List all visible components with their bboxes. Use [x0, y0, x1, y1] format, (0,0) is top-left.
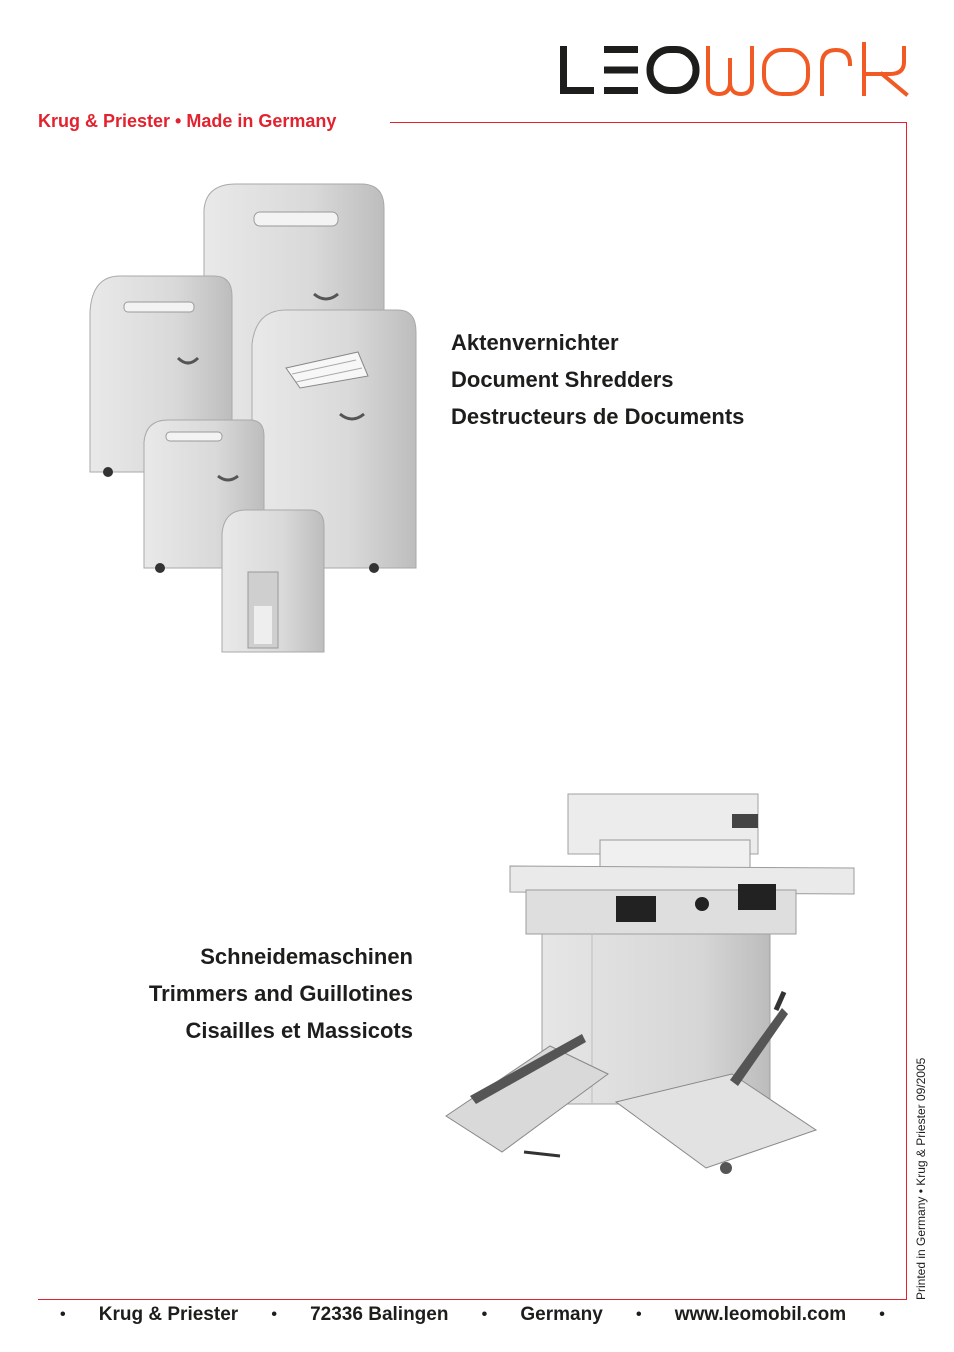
shredders-title-en: Document Shredders	[451, 367, 674, 392]
footer	[38, 1302, 907, 1328]
shredders-heading	[451, 324, 744, 435]
shredders-title-de: Aktenvernichter	[451, 330, 619, 355]
trimmers-title-fr: Cisailles et Massicots	[185, 1018, 413, 1043]
document-shredders-photo	[86, 182, 420, 674]
footer-company: Krug & Priester	[98, 1304, 239, 1325]
print-note: Printed in Germany • Krug & Priester 09/2005	[914, 1057, 928, 1300]
trimmers-title-en: Trimmers and Guillotines	[148, 981, 413, 1006]
tagline: Krug & Priester • Made in Germany	[38, 111, 337, 131]
footer-bullet: •	[271, 1306, 277, 1323]
footer-bullet: •	[481, 1306, 488, 1323]
top-rule	[390, 122, 907, 123]
shredders-title-fr: Destructeurs de Documents	[451, 404, 745, 429]
guillotine-and-trimmers-photo	[436, 784, 860, 1176]
leowork-logo	[560, 42, 912, 98]
footer-address: 72336 Balingen	[310, 1304, 449, 1325]
footer-bullet: •	[635, 1306, 642, 1323]
trimmers-heading	[149, 938, 413, 1049]
bottom-rule	[38, 1299, 907, 1300]
footer-bullet: •	[879, 1306, 885, 1323]
right-rule	[906, 122, 907, 1300]
footer-bullet: •	[60, 1306, 66, 1323]
footer-country: Germany	[520, 1304, 603, 1325]
footer-website-link[interactable]: www.leomobil.com	[674, 1304, 847, 1325]
trimmers-title-de: Schneidemaschinen	[200, 944, 413, 969]
